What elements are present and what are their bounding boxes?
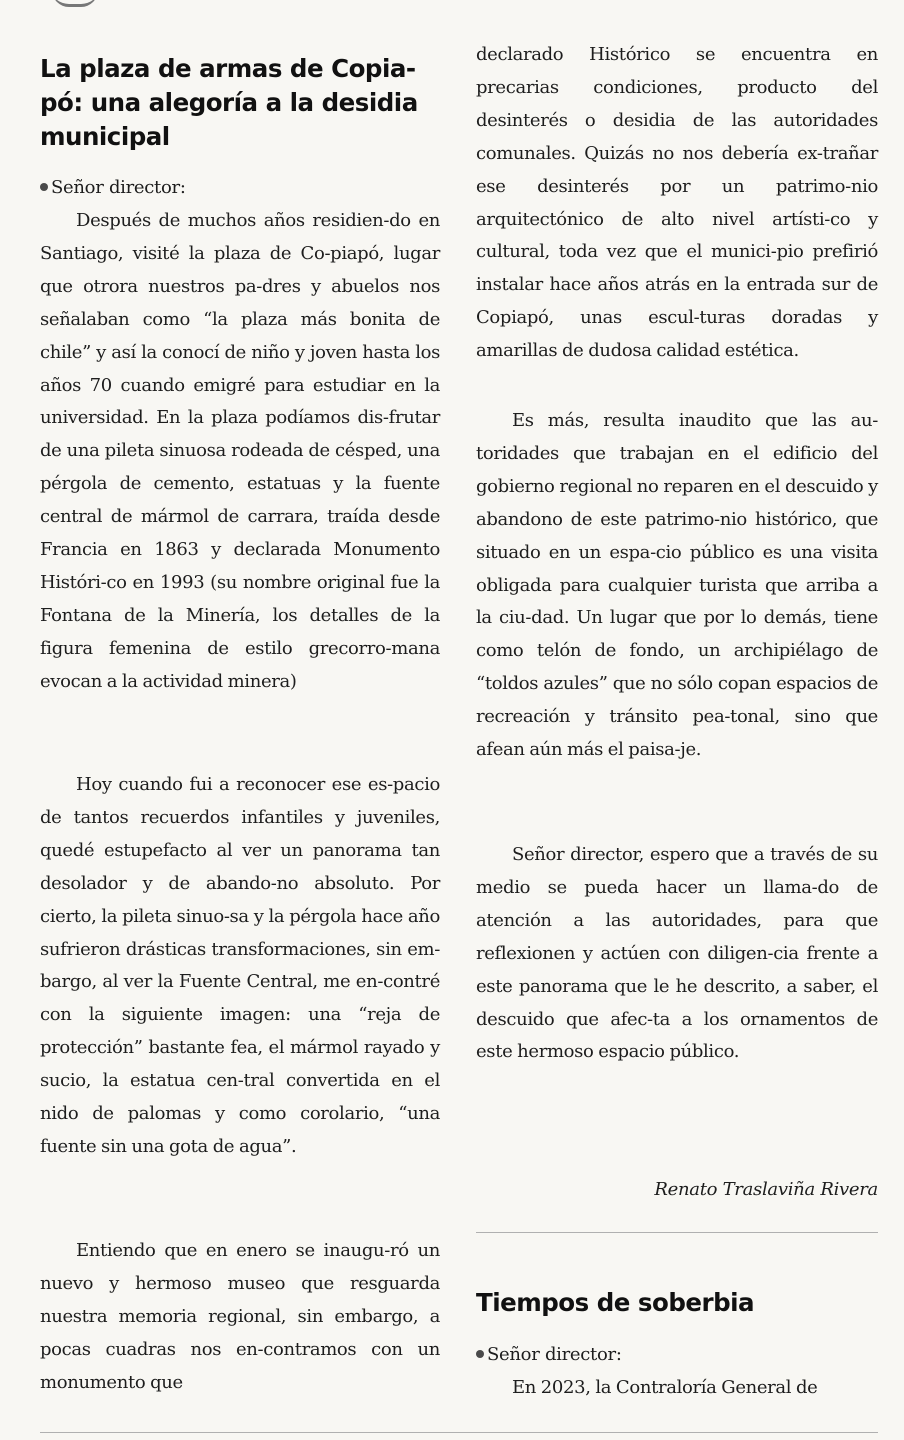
author-signature: Renato Traslaviña Rivera bbox=[654, 1179, 878, 1200]
paragraph-5: Es más, resulta inaudito que las au-toridades que trabajan en el edificio del gobierno regional no reparen en el descuido y abandono de este patrimo-nio histórico, que situado en un espa-cio público es una visita obligada para cualquier turista que arriba a la ciu-dad. Un lugar que por lo demás, tiene como telón de fondo, un archipiélago de “toldos azules” que no sólo copan espacios de recreación y tránsito pea-tonal, sino que afean aún más el paisa-je. bbox=[476, 410, 878, 761]
paragraph-3: Entiendo que en enero se inaugu-ró un nuevo y hermoso museo que resguarda nuestra memoria regional, sin embargo, a pocas cuadras nos en-contramos con un monumento que bbox=[40, 1240, 440, 1393]
article-headline: La plaza de armas de Copia-pó: una alegoría a la desidia municipal bbox=[40, 54, 418, 152]
second-article-headline: Tiempos de soberbia bbox=[476, 1288, 755, 1318]
paragraph-4: declarado Histórico se encuentra en precarias condiciones, producto del desinterés o desidia de las autoridades comunales. Quizás no nos debería ex-trañar ese desinterés por un patrimo-nio arquitectónico de alto nivel artísti-co y cultural, toda vez que el munici-pio prefirió instalar hace años atrás en la entrada sur de Copiapó, unas escul-turas doradas y amarillas de dudosa calidad estética. bbox=[476, 44, 878, 362]
bullet-icon bbox=[40, 183, 48, 191]
left-column bbox=[40, 0, 440, 1440]
right-column bbox=[476, 0, 878, 1440]
paragraph-2: Hoy cuando fui a reconocer ese es-pacio de tantos recuerdos infantiles y juveniles, quedé estupefacto al ver un panorama tan desolador y de abando-no absoluto. Por cierto, la pileta sinuo-sa y la pérgola hace año sufrieron drásticas transformaciones, sin em-bargo, al ver la Fuente Central, me en-contré con la siguiente imagen: una “reja de protección” bastante fea, el mármol rayado y sucio, la estatua cen-tral convertida en el nido de palomas y como corolario, “una fuente sin una gota de agua”. bbox=[40, 774, 440, 1157]
column-divider bbox=[476, 1232, 878, 1233]
paragraph-1: Después de muchos años residien-do en Santiago, visité la plaza de Co-piapó, lugar que otrora nuestros pa-dres y abuelos nos señalaban como “la plaza más bonita de chile” y así la conocí de niño y joven hasta los años 70 cuando emigré para estudiar en la universidad. En la plaza podíamos dis-frutar de una pileta sinuosa rodeada de césped, una pérgola de cemento, estatuas y la fuente central de mármol de carrara, traída desde Francia en 1863 y declarada Monumento Históri-co en 1993 (su nombre original fue la Fontana de la Minería, los detalles de la figura femenina de estilo grecorro-mana evocan a la actividad minera) bbox=[40, 210, 440, 692]
paragraph-6: Señor director, espero que a través de su medio se pueda hacer un llama-do de atención a las autoridades, para que reflexionen y actúen con diligen-cia frente a este panorama que le he descrito, a saber, el descuido que afec-ta a los ornamentos de este hermoso espacio público. bbox=[476, 844, 878, 1063]
salutation: Señor director: bbox=[40, 172, 186, 205]
second-salutation: Señor director: bbox=[476, 1339, 622, 1372]
bullet-icon bbox=[476, 1350, 484, 1358]
bottom-rule bbox=[40, 1432, 878, 1433]
second-paragraph-1: En 2023, la Contraloría General de bbox=[512, 1377, 818, 1398]
